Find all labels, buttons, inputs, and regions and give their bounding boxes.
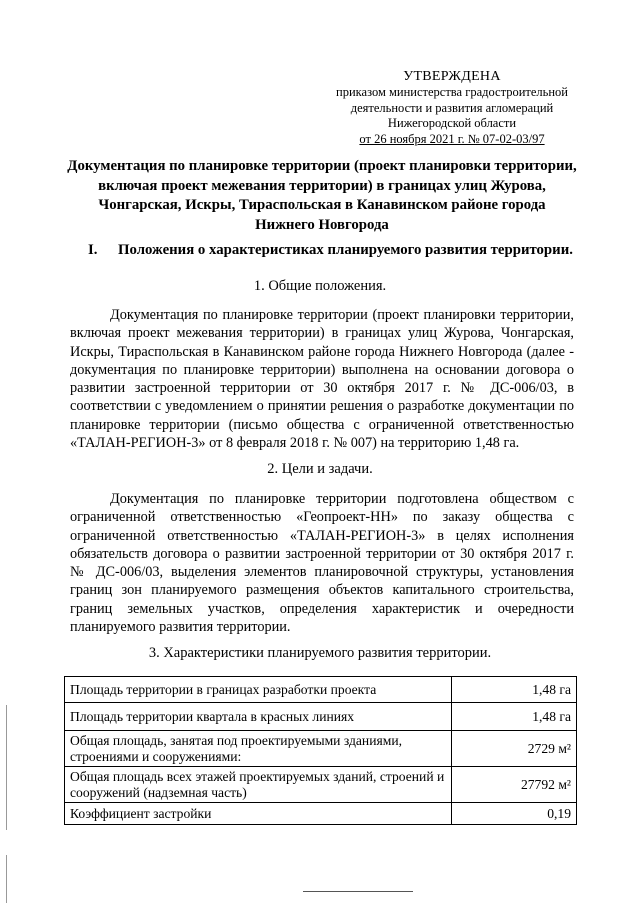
title-line: Документация по планировке территории (проект планировки территории,	[67, 158, 577, 174]
scan-margin-line	[6, 705, 7, 830]
table-cell-value: 1,48 га	[452, 677, 577, 703]
subsection-general: 1. Общие положения.	[253, 278, 387, 294]
paragraph-goals: Документация по планировке территории подготовлена обществом с ограниченной ответственностью «Геопроект-НН» по заказу общества с ограниченной ответственностью «ТАЛАН-РЕГИОН-3» в целях исполнения обязательств договора о развитии застроенной территории от 30 октября 2017 г. № ДС-006/03, выделения элементов планировочной структуры, установления границ зон планируемого размещения объектов капитального строительства, границ земельных участков, определения характеристик и очередности планируемого развития территории.	[70, 491, 574, 636]
approval-date: от 26 ноября 2021 г. № 07-02-03/97	[359, 131, 545, 146]
paragraph-general: Документация по планировке территории (проект планировки территории, включая проект межевания территории) в границах улиц Журова, Чонгарская, Искры, Тираспольская в Канавинском районе города Нижнего Новгорода (далее - документация по планировке территории) выполнена на основании договора о развитии застроенной территории от 30 октября 2017 г. № ДС-006/03, в соответствии с уведомлением о принятии решения о разработке документации по планировке территории (письмо общества с ограниченной ответственностью «ТАЛАН-РЕГИОН-3» от 8 февраля 2018 г. № 007) на территорию 1,48 га.	[70, 307, 574, 452]
table-cell-value: 0,19	[452, 803, 577, 825]
characteristics-table	[64, 676, 577, 825]
subsection-goals: 2. Цели и задачи.	[267, 461, 373, 477]
table-cell-value: 27792 м²	[452, 767, 577, 803]
table-cell-value: 1,48 га	[452, 703, 577, 731]
table-row	[65, 703, 577, 731]
title-line: Нижнего Новгорода	[255, 216, 389, 233]
section-title: Положения о характеристиках планируемого развития территории.	[118, 242, 573, 258]
document-title	[62, 157, 582, 235]
table-cell-label: Коэффициент застройки	[65, 803, 452, 825]
title-line: включая проект межевания территории) в границах улиц Журова,	[98, 177, 546, 194]
table-cell-label: Общая площадь всех этажей проектируемых зданий, строений и сооружений (надземная часть)	[65, 767, 452, 803]
approval-heading: УТВЕРЖДЕНА	[403, 69, 501, 84]
section-number: I.	[88, 242, 98, 258]
subsection-characteristics: 3. Характеристики планируемого развития территории.	[148, 645, 492, 661]
approval-line: приказом министерства градостроительной	[336, 85, 568, 99]
table-cell-label: Площадь территории в границах разработки проекта	[65, 677, 452, 703]
scan-margin-line	[6, 855, 7, 903]
table-row	[65, 803, 577, 825]
table-row	[65, 731, 577, 767]
table-cell-label: Площадь территории квартала в красных линиях	[65, 703, 452, 731]
table-row	[65, 767, 577, 803]
approval-block	[320, 68, 584, 147]
title-line: Чонгарская, Искры, Тираспольская в Канавинском районе города	[98, 197, 546, 213]
approval-line: деятельности и развития агломераций	[350, 100, 554, 115]
section-heading	[88, 241, 573, 260]
footer-rule	[303, 891, 413, 892]
table-row	[65, 677, 577, 703]
table-cell-label: Общая площадь, занятая под проектируемыми зданиями, строениями и сооружениями:	[65, 731, 452, 767]
approval-line: Нижегородской области	[387, 116, 517, 130]
table-cell-value: 2729 м²	[452, 731, 577, 767]
